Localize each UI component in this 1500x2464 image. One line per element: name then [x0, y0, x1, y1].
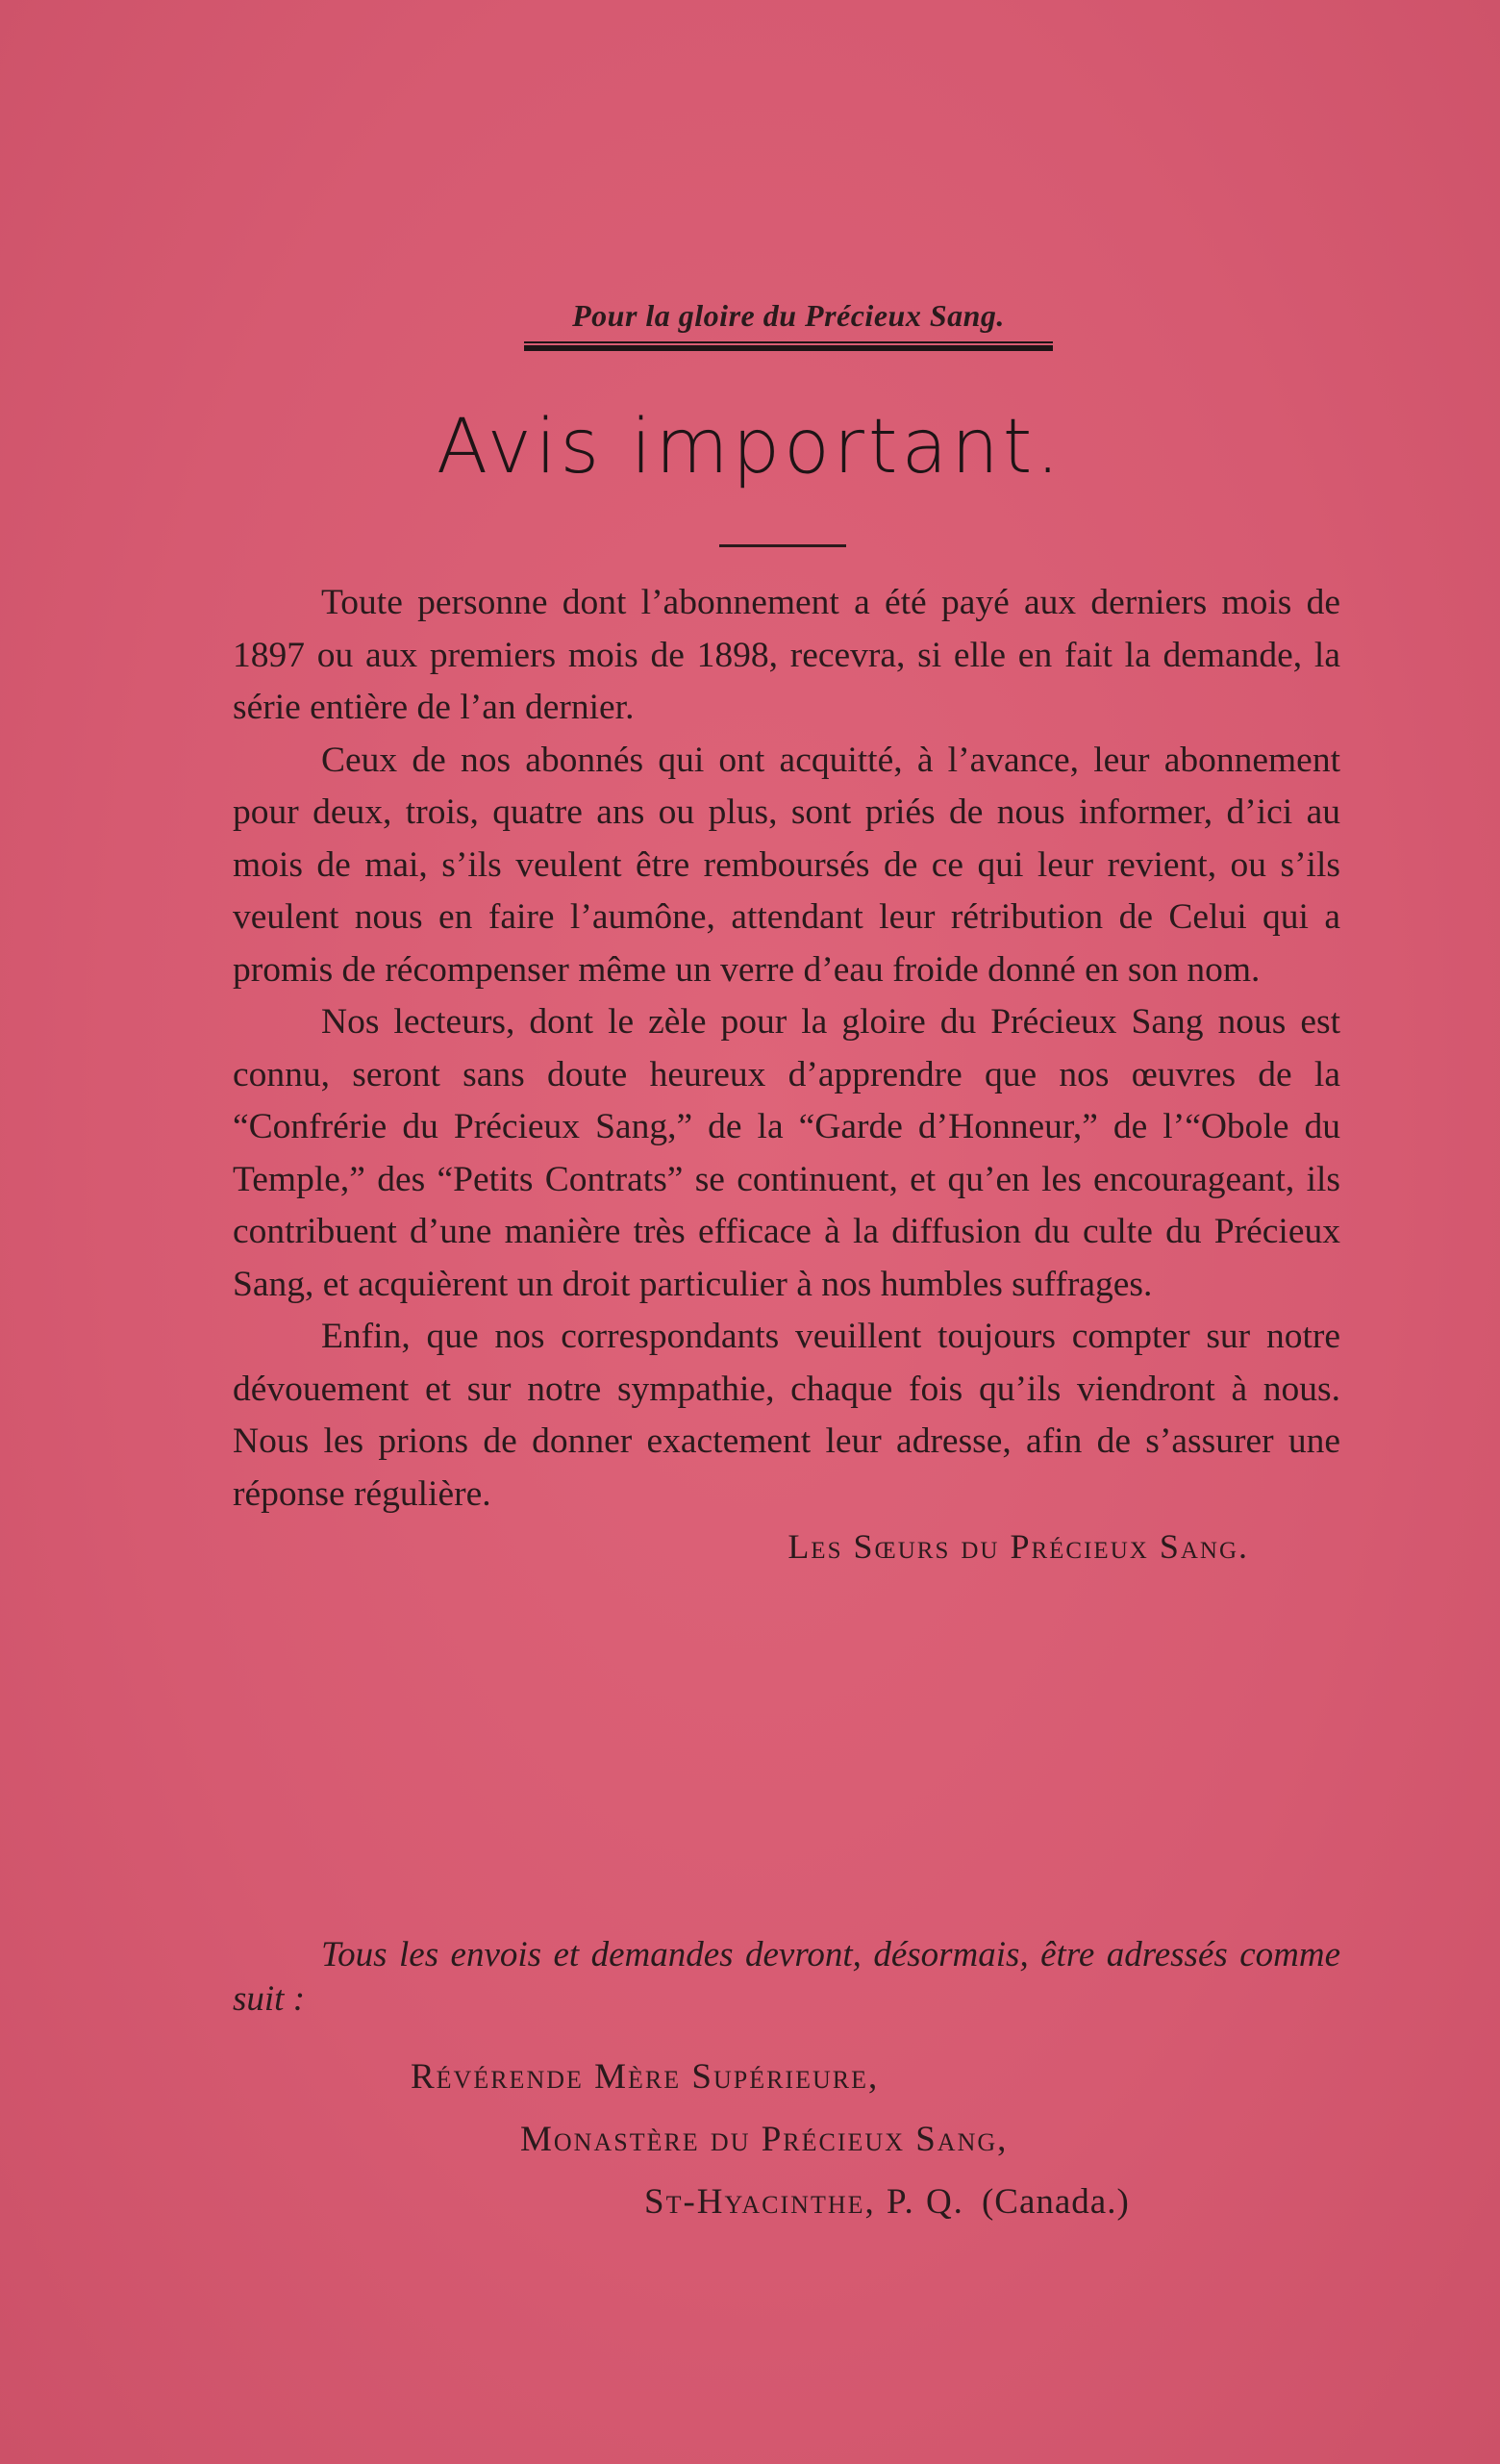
- address-line-3: [644, 2181, 1130, 2223]
- paragraph-1: Toute personne dont l’abonnement a été payé aux derniers mois de 1897 ou aux premiers mois de 1898, recevra, si elle en fait la demande, la série entière de l’an dernier.: [233, 583, 1340, 727]
- paragraph-3: Nos lecteurs, dont le zèle pour la gloire du Précieux Sang nous est connu, seront sans doute heureux d’apprendre que nos œuvres de la “Confrérie du Précieux Sang,” de la “Garde d’Honneur,” de l’“Obole du Temple,” des “Petits Contrats” se continuent, et qu’en les encourageant, ils contribuent d’une manière très efficace à la diffusion du culte du Précieux Sang, et acquièrent un droit particulier à nos humbles suffrages.: [233, 1002, 1340, 1304]
- header-rule-thick: [524, 345, 1053, 351]
- paragraph-2: Ceux de nos abonnés qui ont acquitté, à l’avance, leur abonnement pour deux, trois, quatre ans ou plus, sont priés de nous informer, d’ici au mois de mai, s’ils veulent être remboursés de ce qui leur revient, ou s’ils veulent nous en faire l’aumône, attendant leur rétribution de Celui qui a promis de récompenser même un verre d’eau froide donné en son nom.: [233, 740, 1340, 990]
- notice-body: [233, 577, 1340, 1572]
- address-line-1: Révérende Mère Supérieure,: [411, 2057, 880, 2097]
- paragraph-4: Enfin, que nos correspondants veuillent toujours compter sur notre dévouement et sur notre sympathie, chaque fois qu’ils viendront à nous. Nous les prions de donner exactement leur adresse, afin de s’assurer une réponse régulière.: [233, 1317, 1340, 1514]
- address-line-2: Monastère du Précieux Sang,: [520, 2120, 1009, 2159]
- page-title: Avis important.: [436, 404, 1064, 490]
- mailing-note: Tous les envois et demandes devront, désormais, être adressés comme suit :: [233, 1935, 1340, 2019]
- dedication-header: [524, 298, 1053, 351]
- signature: Les Sœurs du Précieux Sang.: [788, 1527, 1249, 1566]
- address-city: St-Hyacinthe, P. Q.: [644, 2182, 964, 2222]
- title-divider: [719, 544, 846, 547]
- dedication-text: Pour la gloire du Précieux Sang.: [572, 298, 1005, 333]
- header-rule-thin: [524, 341, 1053, 343]
- address-country: (Canada.): [981, 2182, 1130, 2222]
